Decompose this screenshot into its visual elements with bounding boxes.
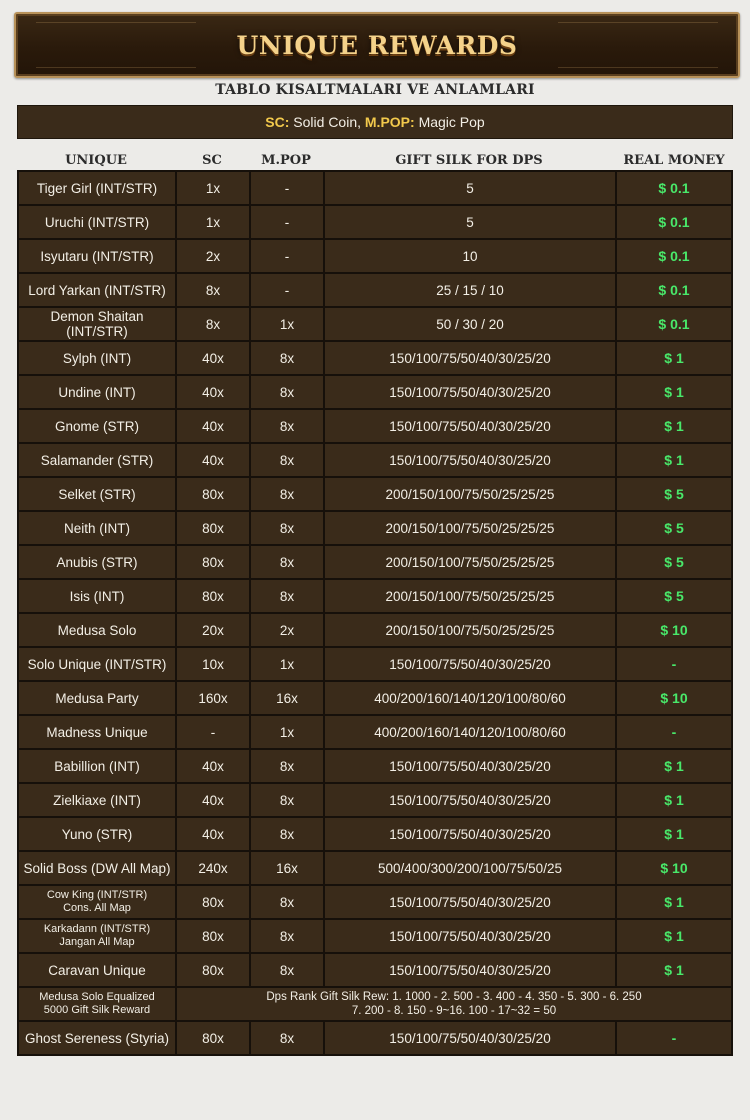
cell-real-money: $ 5 (616, 545, 732, 579)
abbreviations-legend (17, 105, 733, 139)
cell-gift-silk: 400/200/160/140/120/100/80/60 (324, 715, 616, 749)
table-row (18, 681, 732, 715)
legend-mpop-key: M.POP: (364, 114, 415, 130)
cell-real-money: $ 1 (616, 749, 732, 783)
table-row (18, 545, 732, 579)
table-row (18, 205, 732, 239)
cell-sc: 80x (176, 953, 250, 987)
cell-gift-silk: 150/100/75/50/40/30/25/20 (324, 749, 616, 783)
cell-sc: 40x (176, 409, 250, 443)
cell-mpop: 8x (250, 919, 324, 953)
table-row (18, 477, 732, 511)
cell-sc: 10x (176, 647, 250, 681)
table-row (18, 579, 732, 613)
legend-sc-text: Solid Coin, (293, 114, 361, 130)
table-row (18, 171, 732, 205)
cell-mpop: 8x (250, 409, 324, 443)
cell-unique-line1: Medusa Solo Equalized (39, 991, 155, 1003)
cell-real-money: $ 0.1 (616, 205, 732, 239)
table-row (18, 647, 732, 681)
table-row (18, 783, 732, 817)
cell-mpop: 16x (250, 681, 324, 715)
cell-mpop: 8x (250, 443, 324, 477)
title-banner (14, 12, 740, 78)
cell-real-money: $ 0.1 (616, 171, 732, 205)
cell-real-money: $ 1 (616, 375, 732, 409)
cell-mpop: 8x (250, 817, 324, 851)
table-row (18, 613, 732, 647)
table-row (18, 749, 732, 783)
cell-unique-line1: Karkadann (INT/STR) (43, 923, 151, 935)
cell-sc: 80x (176, 545, 250, 579)
dps-rank-note (176, 987, 732, 1021)
cell-sc: 20x (176, 613, 250, 647)
cell-unique-line2: Jangan All Map (59, 936, 135, 948)
cell-gift-silk: 150/100/75/50/40/30/25/20 (324, 341, 616, 375)
cell-real-money: $ 1 (616, 885, 732, 919)
header-real-money: REAL MONEY (623, 153, 725, 168)
cell-gift-silk: 25 / 15 / 10 (324, 273, 616, 307)
cell-unique: Caravan Unique (18, 953, 176, 987)
cell-gift-silk: 150/100/75/50/40/30/25/20 (324, 375, 616, 409)
table-row (18, 851, 732, 885)
cell-gift-silk: 50 / 30 / 20 (324, 307, 616, 341)
cell-gift-silk: 500/400/300/200/100/75/50/25 (324, 851, 616, 885)
cell-mpop: 1x (250, 647, 324, 681)
page-title: UNIQUE REWARDS (236, 30, 518, 60)
cell-gift-silk: 400/200/160/140/120/100/80/60 (324, 681, 616, 715)
cell-unique: Babillion (INT) (18, 749, 176, 783)
cell-gift-silk: 150/100/75/50/40/30/25/20 (324, 817, 616, 851)
table-row (18, 953, 732, 987)
cell-mpop: 8x (250, 885, 324, 919)
cell-real-money: $ 1 (616, 409, 732, 443)
table-row (18, 273, 732, 307)
cell-sc: 80x (176, 919, 250, 953)
cell-mpop: 8x (250, 545, 324, 579)
cell-unique (18, 919, 176, 953)
cell-real-money: - (616, 715, 732, 749)
cell-gift-silk: 150/100/75/50/40/30/25/20 (324, 953, 616, 987)
cell-gift-silk: 150/100/75/50/40/30/25/20 (324, 885, 616, 919)
cell-mpop: 1x (250, 307, 324, 341)
cell-mpop: 8x (250, 783, 324, 817)
table-row (18, 307, 732, 341)
cell-mpop: 8x (250, 511, 324, 545)
cell-mpop: - (250, 171, 324, 205)
cell-real-money: $ 1 (616, 817, 732, 851)
cell-unique-line2: Cons. All Map (63, 902, 131, 914)
cell-sc: 40x (176, 783, 250, 817)
cell-unique: Yuno (STR) (18, 817, 176, 851)
cell-gift-silk: 200/150/100/75/50/25/25/25 (324, 545, 616, 579)
cell-unique: Medusa Solo (18, 613, 176, 647)
cell-unique: Selket (STR) (18, 477, 176, 511)
cell-real-money: $ 10 (616, 681, 732, 715)
dps-rank-note-line2: 7. 200 - 8. 150 - 9~16. 100 - 17~32 = 50 (351, 1005, 557, 1017)
cell-unique: Madness Unique (18, 715, 176, 749)
cell-unique: Gnome (STR) (18, 409, 176, 443)
cell-sc: 80x (176, 1021, 250, 1055)
cell-mpop: 8x (250, 953, 324, 987)
cell-sc: 40x (176, 817, 250, 851)
table-row (18, 375, 732, 409)
cell-mpop: - (250, 273, 324, 307)
table-row (18, 511, 732, 545)
rewards-table-body (18, 171, 732, 1055)
cell-unique: Isis (INT) (18, 579, 176, 613)
table-header (17, 150, 733, 170)
cell-sc: 240x (176, 851, 250, 885)
cell-sc: 1x (176, 171, 250, 205)
cell-gift-silk: 150/100/75/50/40/30/25/20 (324, 919, 616, 953)
cell-mpop: 8x (250, 477, 324, 511)
cell-mpop: 16x (250, 851, 324, 885)
cell-gift-silk: 150/100/75/50/40/30/25/20 (324, 783, 616, 817)
cell-gift-silk: 150/100/75/50/40/30/25/20 (324, 647, 616, 681)
cell-gift-silk: 200/150/100/75/50/25/25/25 (324, 511, 616, 545)
cell-unique: Salamander (STR) (18, 443, 176, 477)
table-row (18, 239, 732, 273)
cell-unique-line2: 5000 Gift Silk Reward (43, 1004, 151, 1016)
table-row (18, 817, 732, 851)
table-row (18, 919, 732, 953)
cell-unique (18, 885, 176, 919)
cell-real-money: - (616, 1021, 732, 1055)
dps-rank-note-line1: Dps Rank Gift Silk Rew: 1. 1000 - 2. 500 - 3. 400 - 4. 350 - 5. 300 - 6. 250 (266, 991, 642, 1003)
cell-mpop: 8x (250, 341, 324, 375)
cell-unique: Solo Unique (INT/STR) (18, 647, 176, 681)
cell-sc: 80x (176, 885, 250, 919)
cell-mpop: 2x (250, 613, 324, 647)
cell-real-money: $ 10 (616, 613, 732, 647)
cell-mpop: - (250, 205, 324, 239)
cell-gift-silk: 5 (324, 171, 616, 205)
cell-gift-silk: 200/150/100/75/50/25/25/25 (324, 579, 616, 613)
cell-unique (18, 987, 176, 1021)
cell-sc: 40x (176, 443, 250, 477)
cell-real-money: $ 1 (616, 919, 732, 953)
cell-real-money: $ 1 (616, 953, 732, 987)
cell-unique: Solid Boss (DW All Map) (18, 851, 176, 885)
cell-gift-silk: 200/150/100/75/50/25/25/25 (324, 477, 616, 511)
cell-sc: 160x (176, 681, 250, 715)
cell-sc: 8x (176, 273, 250, 307)
header-unique: UNIQUE (65, 153, 127, 168)
table-row (18, 885, 732, 919)
cell-sc: 8x (176, 307, 250, 341)
header-mpop: M.POP (261, 153, 311, 168)
cell-gift-silk: 5 (324, 205, 616, 239)
cell-unique: Undine (INT) (18, 375, 176, 409)
cell-real-money: $ 1 (616, 783, 732, 817)
cell-real-money: $ 10 (616, 851, 732, 885)
table-row-medusa-equalized (18, 987, 732, 1021)
cell-sc: 1x (176, 205, 250, 239)
rewards-table (17, 170, 733, 1056)
cell-sc: - (176, 715, 250, 749)
cell-sc: 40x (176, 749, 250, 783)
cell-gift-silk: 150/100/75/50/40/30/25/20 (324, 409, 616, 443)
cell-sc: 40x (176, 341, 250, 375)
abbreviations-heading: TABLO KISALTMALARI VE ANLAMLARI (215, 82, 535, 98)
cell-mpop: - (250, 239, 324, 273)
cell-unique: Ghost Sereness (Styria) (18, 1021, 176, 1055)
table-row (18, 443, 732, 477)
cell-real-money: $ 5 (616, 579, 732, 613)
cell-unique: Isyutaru (INT/STR) (18, 239, 176, 273)
table-row (18, 715, 732, 749)
legend-sc-key: SC: (265, 114, 290, 130)
cell-real-money: - (616, 647, 732, 681)
header-gift-silk: GIFT SILK FOR DPS (395, 153, 543, 168)
cell-mpop: 8x (250, 1021, 324, 1055)
cell-real-money: $ 1 (616, 341, 732, 375)
cell-unique-line1: Cow King (INT/STR) (46, 889, 148, 901)
cell-gift-silk: 200/150/100/75/50/25/25/25 (324, 613, 616, 647)
cell-unique: Sylph (INT) (18, 341, 176, 375)
table-row (18, 1021, 732, 1055)
cell-real-money: $ 0.1 (616, 273, 732, 307)
cell-gift-silk: 150/100/75/50/40/30/25/20 (324, 1021, 616, 1055)
cell-sc: 40x (176, 375, 250, 409)
cell-unique: Tiger Girl (INT/STR) (18, 171, 176, 205)
cell-mpop: 8x (250, 375, 324, 409)
cell-unique: Zielkiaxe (INT) (18, 783, 176, 817)
cell-unique: Neith (INT) (18, 511, 176, 545)
cell-real-money: $ 5 (616, 477, 732, 511)
header-sc: SC (202, 153, 222, 168)
cell-real-money: $ 0.1 (616, 239, 732, 273)
cell-real-money: $ 0.1 (616, 307, 732, 341)
cell-sc: 80x (176, 511, 250, 545)
cell-mpop: 8x (250, 749, 324, 783)
cell-unique: Medusa Party (18, 681, 176, 715)
table-row (18, 341, 732, 375)
cell-sc: 80x (176, 477, 250, 511)
cell-sc: 2x (176, 239, 250, 273)
cell-mpop: 8x (250, 579, 324, 613)
cell-real-money: $ 1 (616, 443, 732, 477)
cell-unique: Demon Shaitan (INT/STR) (18, 307, 176, 341)
cell-gift-silk: 10 (324, 239, 616, 273)
table-row (18, 409, 732, 443)
cell-real-money: $ 5 (616, 511, 732, 545)
cell-gift-silk: 150/100/75/50/40/30/25/20 (324, 443, 616, 477)
cell-mpop: 1x (250, 715, 324, 749)
legend-mpop-text: Magic Pop (418, 114, 485, 130)
cell-unique: Lord Yarkan (INT/STR) (18, 273, 176, 307)
cell-sc: 80x (176, 579, 250, 613)
cell-unique: Anubis (STR) (18, 545, 176, 579)
cell-unique: Uruchi (INT/STR) (18, 205, 176, 239)
